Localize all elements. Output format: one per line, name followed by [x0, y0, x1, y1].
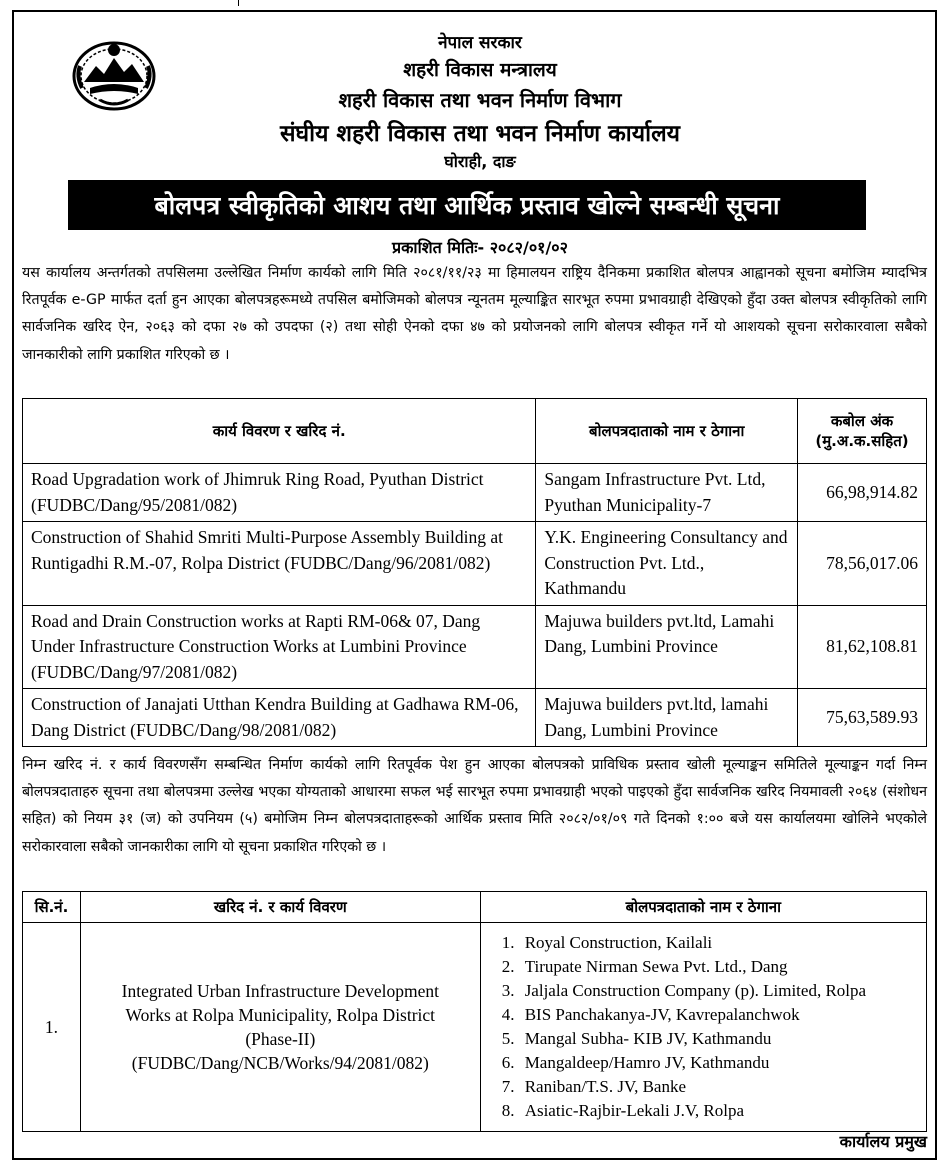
table-row [23, 605, 927, 689]
financial-opening-paragraph: निम्न खरिद नं. र कार्य विवरणसँग सम्बन्धित निर्माण कार्यको लागि रितपूर्वक पेश हुन आएका बोलपत्रको प्राविधिक प्रस्ताव खोली मूल्याङ्कन समितिले मूल्याङ्कन गर्दा निम्न बोलपत्रदाताहरु सूचना तथा बोलपत्रमा उल्लेख भएका योग्यताको आधारमा सफल भई सारभूत रुपमा प्रभावग्राही भएको पाइएको हुँदा सार्वजनिक खरिद नियमावली २०६४ (संशोधन सहित) को नियम ३१ (ज) को उपनियम (५) बमोजिम निम्न बोलपत्रदाताहरूको आर्थिक प्रस्ताव मिति २०८२/०१/०९ गते दिनको १:०० बजे यस कार्यालयमा खोलिने भएकोले सरोकारवाला सबैको जानकारीका लागि यो सूचना प्रकाशित गरिएको छ । [22, 757, 927, 855]
table-row [23, 689, 927, 747]
bidder-cell: Majuwa builders pvt.ltd, Lamahi Dang, Lumbini Province [536, 605, 798, 689]
amount-cell: 66,98,914.82 [798, 464, 927, 522]
office-head-signature: कार्यालय प्रमुख [839, 1132, 927, 1151]
header-ministry: शहरी विकास मन्त्रालय [403, 59, 557, 81]
work-cell: Road and Drain Construction works at Rapti RM-06& 07, Dang Under Infrastructure Construction Works at Lumbini Province (FUDBC/Dang/97/2081/082) [23, 605, 536, 689]
list-item: 4. BIS Panchakanya-JV, Kavrepalanchwok [519, 1003, 926, 1027]
description-line: Works at Rolpa Municipality, Rolpa District [125, 1005, 436, 1025]
work-cell: Road Upgradation work of Jhimruk Ring Road, Pyuthan District (FUDBC/Dang/95/2081/082) [23, 464, 536, 522]
column-header-bidder: बोलपत्रदाताको नाम र ठेगाना [536, 399, 798, 464]
description-line: (FUDBC/Dang/NCB/Works/94/2081/082) [131, 1053, 429, 1073]
award-intent-table [22, 398, 927, 747]
table-row [23, 522, 927, 606]
table-header-row [23, 399, 927, 464]
table-row [23, 464, 927, 522]
list-item: 1. Royal Construction, Kailali [519, 931, 926, 955]
column-header-procurement: खरिद नं. र कार्य विवरण [80, 892, 480, 923]
header-country: नेपाल सरकार [438, 33, 522, 53]
description-line: (Phase-II) [245, 1029, 316, 1049]
bidders-list-cell [480, 923, 926, 1132]
table-header-row [23, 892, 927, 923]
column-header-amount: कबोल अंक (मु.अ.क.सहित) [798, 399, 927, 464]
work-cell: Construction of Janajati Utthan Kendra Building at Gadhawa RM-06, Dang District (FUDBC/Dang/98/2081/082) [23, 689, 536, 747]
amount-cell: 81,62,108.81 [798, 605, 927, 689]
serial-number-cell: 1. [23, 923, 81, 1132]
list-item: 2. Tirupate Nirman Sewa Pvt. Ltd., Dang [519, 955, 926, 979]
list-item: 3. Jaljala Construction Company (p). Limited, Rolpa [519, 979, 926, 1003]
column-header-bidders: बोलपत्रदाताको नाम र ठेगाना [480, 892, 926, 923]
list-item: 6. Mangaldeep/Hamro JV, Kathmandu [519, 1051, 926, 1075]
header-department: शहरी विकास तथा भवन निर्माण विभाग [338, 88, 622, 112]
top-edge-mark [238, 0, 239, 6]
work-cell: Construction of Shahid Smriti Multi-Purpose Assembly Building at Runtigadhi R.M.-07, Rolpa District (FUDBC/Dang/96/2081/082) [23, 522, 536, 606]
column-header-sn: सि.नं. [23, 892, 81, 923]
published-date: प्रकाशित मितिः- २०८२/०१/०२ [392, 238, 568, 257]
table-row [23, 923, 927, 1132]
description-line: Integrated Urban Infrastructure Development [121, 981, 439, 1001]
amount-cell: 78,56,017.06 [798, 522, 927, 606]
amount-cell: 75,63,589.93 [798, 689, 927, 747]
procurement-description-cell [80, 923, 480, 1132]
bidder-cell: Y.K. Engineering Consultancy and Construction Pvt. Ltd., Kathmandu [536, 522, 798, 606]
intro-paragraph: यस कार्यालय अन्तर्गतको तपसिलमा उल्लेखित निर्माण कार्यको लागि मिति २०८१/११/२३ मा हिमालयन राष्ट्रिय दैनिकमा प्रकाशित बोलपत्र आह्वानको सूचना बमोजिम म्यादभित्र रितपूर्वक e-GP मार्फत दर्ता हुन आएका बोलपत्रहरूमध्ये तपसिल बमोजिमको बोलपत्र न्यूनतम मूल्याङ्कित सारभूत रुपमा प्रभावग्राही देखिएको हुँदा उक्त बोलपत्र स्वीकृतिको लागि सार्वजनिक खरिद ऐन, २०६३ को दफा २७ को उपदफा (२) तथा सोही ऐनको दफा ४७ को प्रयोजनको लागि बोलपत्र स्वीकृत गर्ने यो आशयको सूचना सरोकारवाला सबैको जानकारीको लागि प्रकाशित गरिएको छ । [22, 265, 927, 363]
bidder-cell: Majuwa builders pvt.ltd, lamahi Dang, Lumbini Province [536, 689, 798, 747]
list-item: 8. Asiatic-Rajbir-Lekali J.V, Rolpa [519, 1099, 926, 1123]
financial-opening-table [22, 891, 927, 1132]
header-location: घोराही, दाङ [444, 152, 516, 171]
header-office: संघीय शहरी विकास तथा भवन निर्माण कार्यालय [279, 121, 680, 147]
list-item: 7. Raniban/T.S. JV, Banke [519, 1075, 926, 1099]
bidders-list [481, 923, 926, 1131]
list-item: 5. Mangal Subha- KIB JV, Kathmandu [519, 1027, 926, 1051]
notice-title-banner: बोलपत्र स्वीकृतिको आशय तथा आर्थिक प्रस्ताव खोल्ने सम्बन्धी सूचना [68, 180, 866, 230]
nepal-government-emblem-icon [70, 36, 158, 112]
bidder-cell: Sangam Infrastructure Pvt. Ltd, Pyuthan Municipality-7 [536, 464, 798, 522]
column-header-work: कार्य विवरण र खरिद नं. [23, 399, 536, 464]
